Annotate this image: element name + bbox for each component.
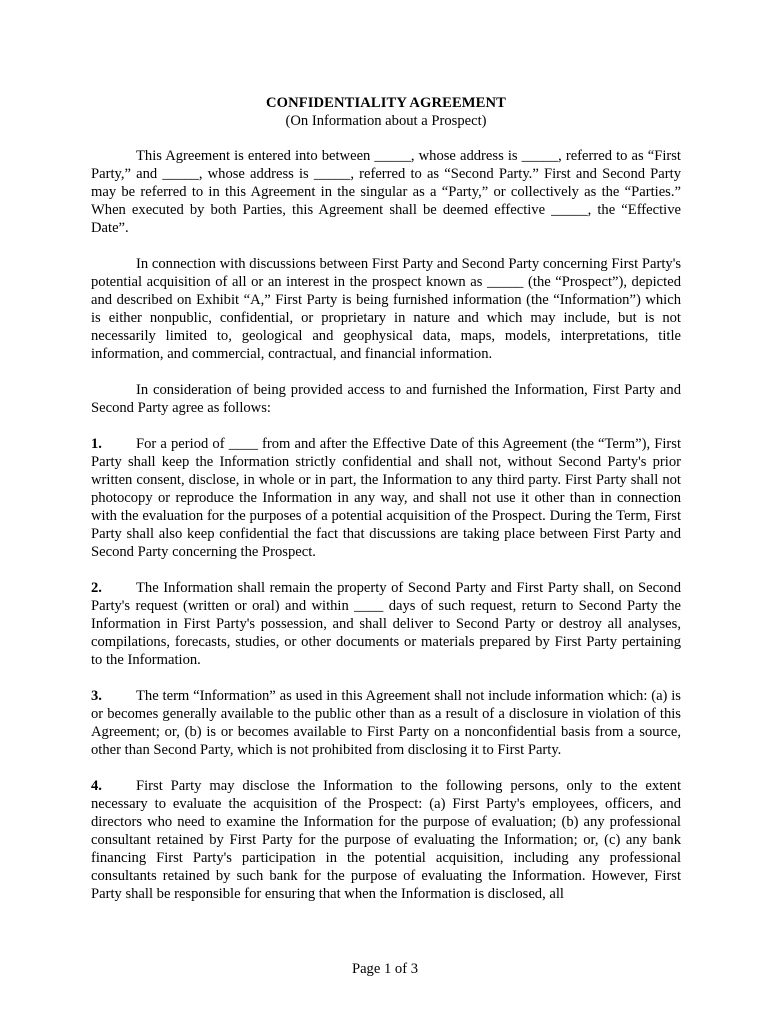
section-number: 3. <box>91 688 102 704</box>
intro-paragraph-consideration: In consideration of being provided access to and furnished the Information, First Party and Second Party agree as follows: <box>91 382 681 416</box>
section-1 <box>91 435 681 561</box>
page-number-footer: Page 1 of 3 <box>351 961 419 977</box>
document-title: CONFIDENTIALITY AGREEMENT <box>266 95 506 111</box>
section-2 <box>91 579 681 669</box>
section-text: The term “Information” as used in this Agreement shall not include information which: (a) is or becomes generally available to the public other than as a result of a disclosure in violation of this Agreement; or, (b) is or becomes available to First Party on a nonconfidential basis from a source, other than Second Party, which is not prohibited from disclosing it to First Party. <box>91 688 681 758</box>
intro-paragraph-parties: This Agreement is entered into between _____, whose address is _____, referred to as “First Party,” and _____, whose address is _____, referred to as “Second Party.” First and Second Party may be referred to in this Agreement in the singular as a “Party,” or collectively as the “Parties.” When executed by both Parties, this Agreement shall be deemed effective _____, the “Effective Date”. <box>91 148 681 236</box>
section-4 <box>91 777 681 903</box>
section-text: For a period of ____ from and after the Effective Date of this Agreement (the “Term”), First Party shall keep the Information strictly confidential and shall not, without Second Party's prior written consent, disclose, in whole or in part, the Information to any third party. First Party shall not photocopy or reproduce the Information in any way, and shall not use it other than in connection with the evaluation for the purposes of a potential acquisition of the Prospect. During the Term, First Party shall also keep confidential the fact that discussions are taking place between First Party and Second Party concerning the Prospect. <box>91 436 681 560</box>
document-subtitle: (On Information about a Prospect) <box>285 113 487 129</box>
intro-paragraph-information: In connection with discussions between First Party and Second Party concerning First Party's potential acquisition of all or an interest in the prospect known as _____ (the “Prospect”), depicted and described on Exhibit “A,” First Party is being furnished information (the “Information”) which is either nonpublic, confidential, or proprietary in nature and which may include, but is not necessarily limited to, geological and geophysical data, maps, models, interpretations, title information, and commercial, contractual, and financial information. <box>91 256 681 362</box>
document-body <box>91 94 681 921</box>
section-text: First Party may disclose the Information to the following persons, only to the extent necessary to evaluate the acquisition of the Prospect: (a) First Party's employees, officers, and directors who need to examine the Information for the purpose of evaluation; (b) any professional consultant retained by First Party for the purpose of evaluating the Information; or, (c) any bank financing First Party's participation in the potential acquisition, including any professional consultants retained by such bank for the purpose of evaluating the Information. However, First Party shall be responsible for ensuring that when the Information is disclosed, all <box>91 778 681 902</box>
section-text: The Information shall remain the property of Second Party and First Party shall, on Second Party's request (written or oral) and within ____ days of such request, return to Second Party the Information in First Party's possession, and shall deliver to Second Party or destroy all analyses, compilations, forecasts, studies, or other documents or materials prepared by First Party pertaining to the Information. <box>91 580 681 668</box>
section-number: 4. <box>91 778 102 794</box>
section-3 <box>91 687 681 759</box>
section-number: 2. <box>91 580 102 596</box>
section-number: 1. <box>91 436 102 452</box>
